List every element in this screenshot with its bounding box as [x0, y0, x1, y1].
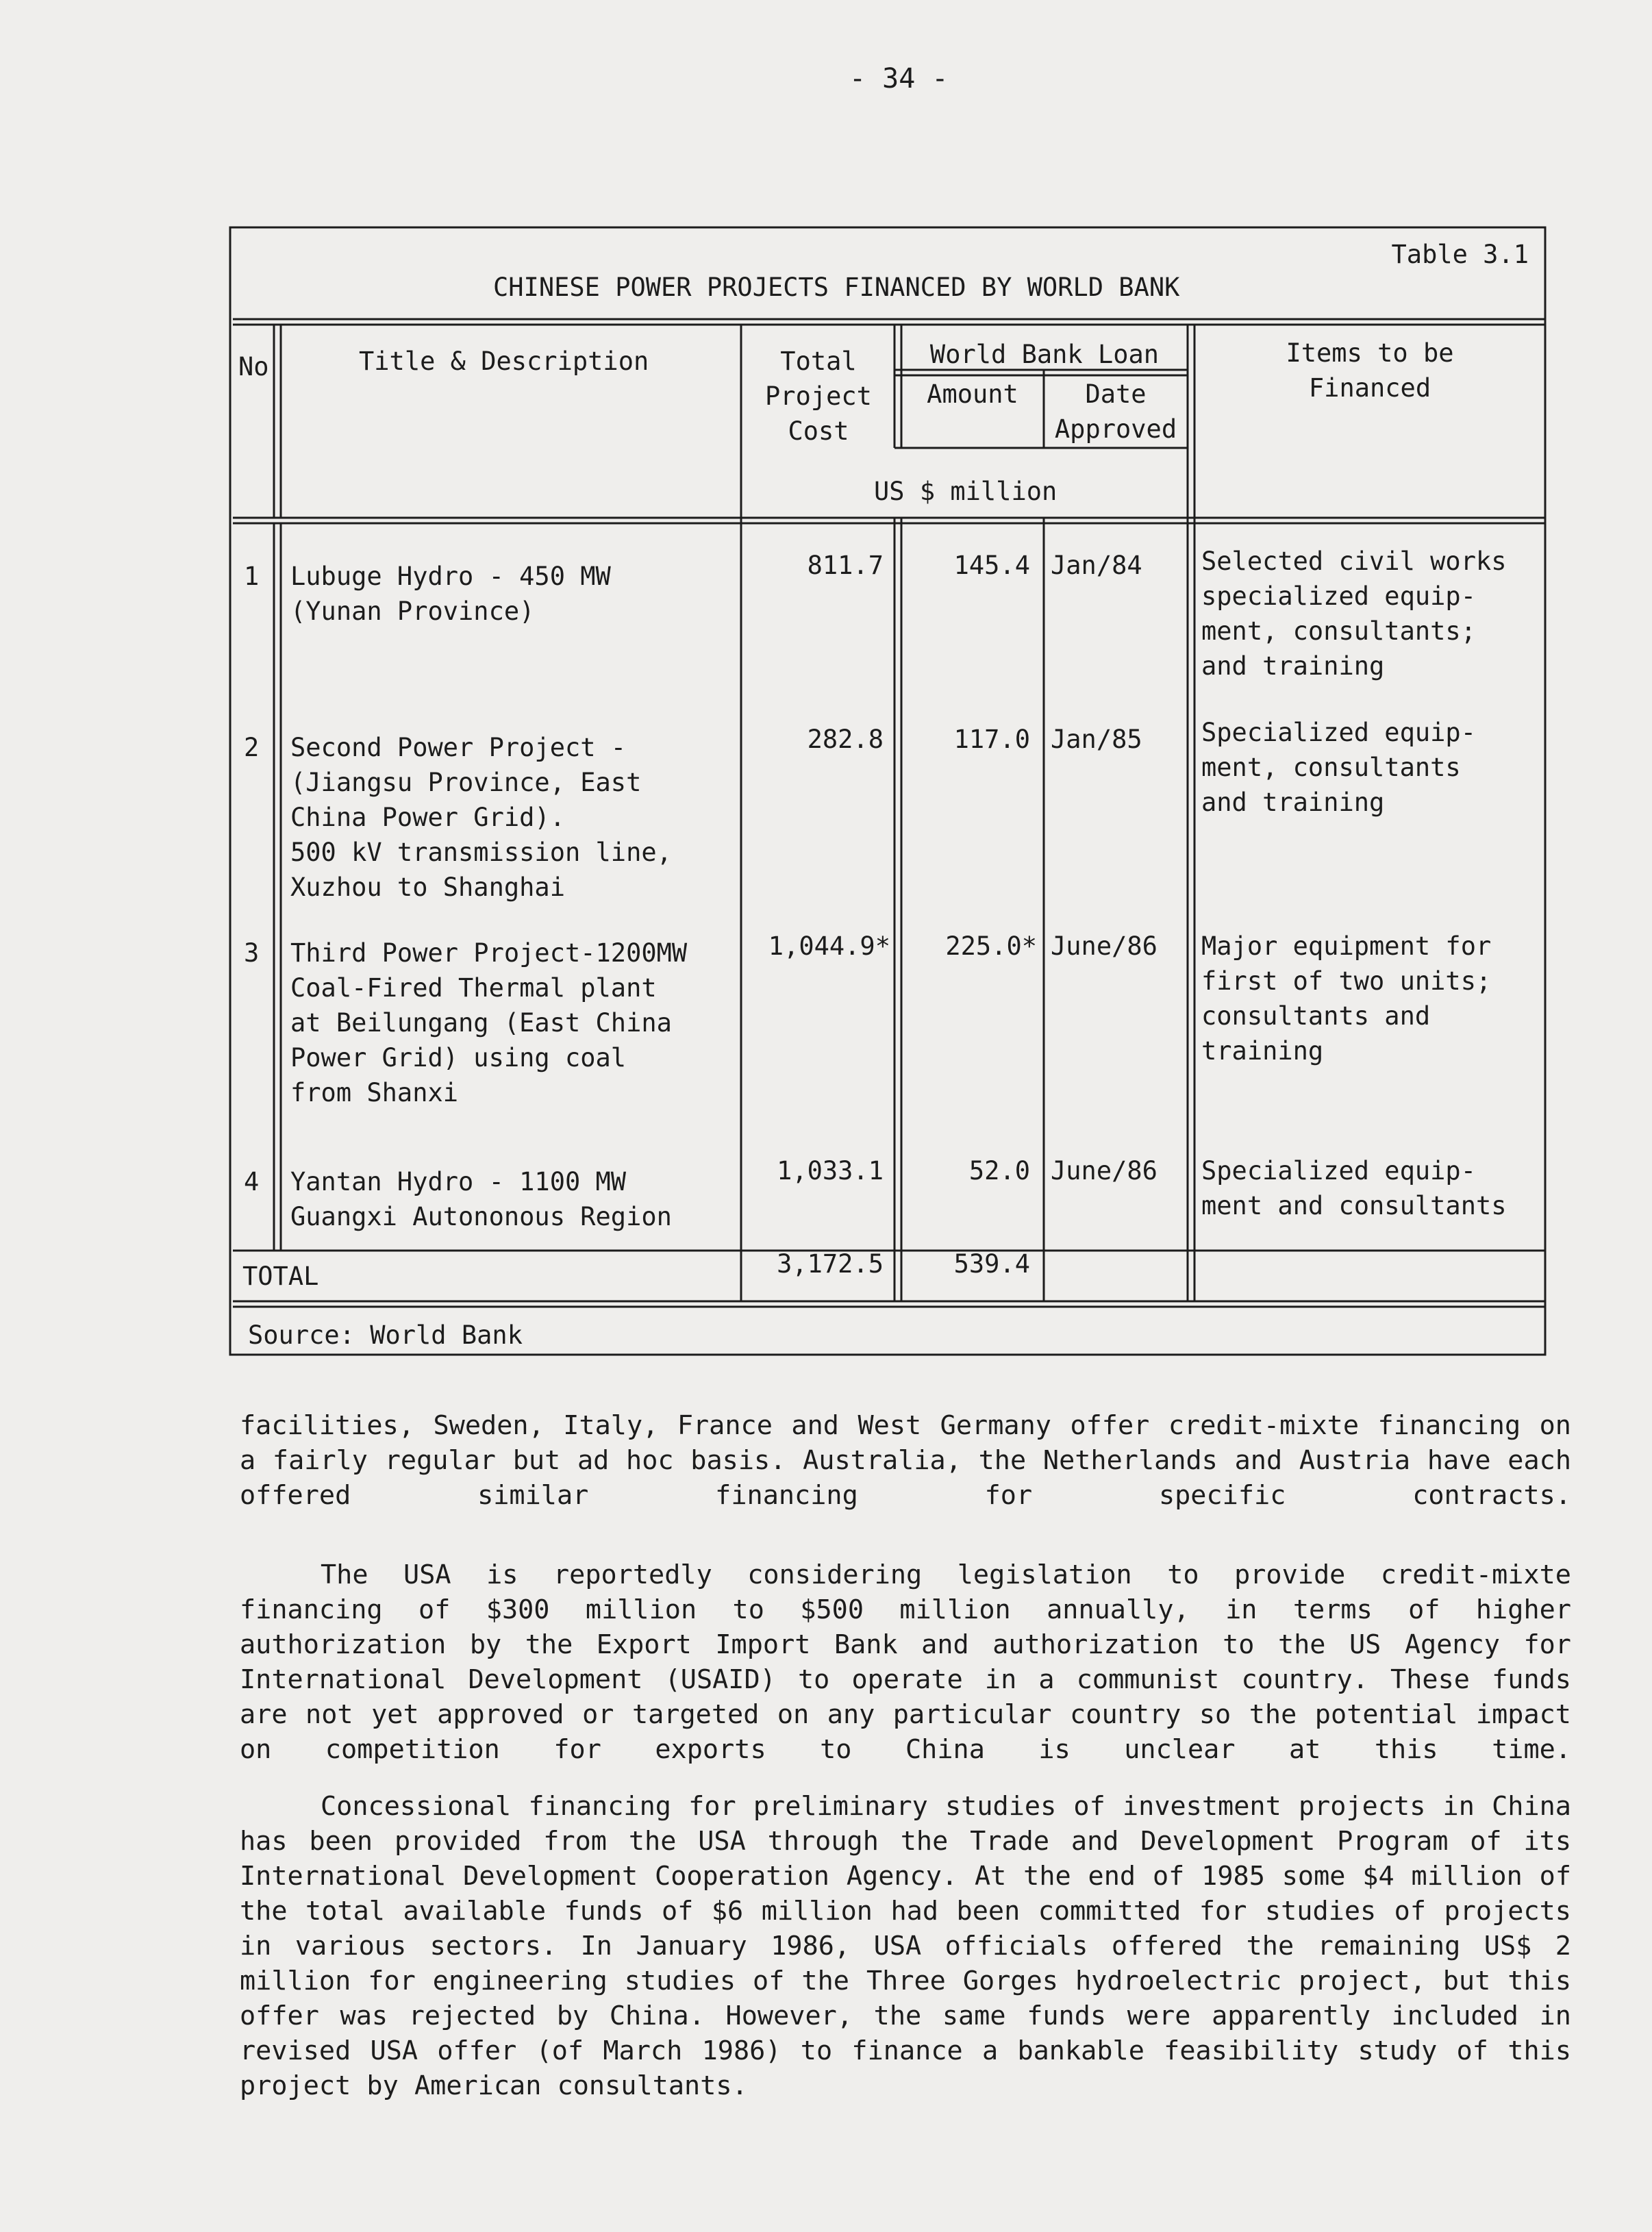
row-date: Jan/85	[1051, 725, 1142, 754]
row-amount: 117.0	[953, 725, 1030, 754]
row-date: June/86	[1051, 931, 1157, 961]
row-title: Lubuge Hydro - 450 MW (Yunan Province)	[290, 562, 611, 626]
col-header-date: Date Approved	[1054, 379, 1177, 444]
col-header-total-cost: Total Project Cost	[765, 347, 872, 446]
row-number: 2	[244, 733, 260, 762]
row-total-cost: 1,033.1	[777, 1156, 884, 1186]
power-projects-table	[229, 226, 1548, 1359]
col-header-wb-loan: World Bank Loan	[929, 340, 1160, 369]
col-header-amount: Amount	[927, 379, 1018, 409]
row-date: June/86	[1051, 1156, 1157, 1186]
row-total-cost: 811.7	[807, 551, 884, 580]
row-amount: 52.0	[968, 1156, 1030, 1186]
total-amount: 539.4	[953, 1249, 1030, 1279]
row-title: Third Power Project-1200MW Coal-Fired Thermal plant at Beilungang (East China Power Grid) using coal from Shanxi	[290, 938, 688, 1107]
page-number: - 34 -	[849, 63, 949, 95]
row-date: Jan/84	[1051, 551, 1142, 580]
table-source: Source: World Bank	[248, 1320, 523, 1350]
row-items: Specialized equip- ment, consultants and training	[1201, 718, 1476, 817]
table-label: Table 3.1	[1391, 240, 1529, 269]
body-paragraph: facilities, Sweden, Italy, France and West Germany offer credit-mixte financing on a fairly regular but ad hoc basis. Australia, the Netherlands and Austria have each offered similar financing for specific contracts.	[240, 1410, 1571, 1511]
total-label: TOTAL	[242, 1262, 319, 1291]
row-amount: 225.0*	[945, 931, 1037, 961]
row-number: 1	[244, 562, 260, 591]
row-total-cost: 282.8	[807, 725, 884, 754]
col-header-items: Items to be Financed	[1286, 338, 1454, 403]
body-paragraph: Concessional financing for preliminary studies of investment projects in China has been provided from the USA through the Trade and Development Program of its International Development Cooperation Agency. At the end of 1985 some $4 million of the total available funds of $6 million had been committed for studies of projects in various sectors. In January 1986, USA officials offered the remaining US$ 2 million for engineering studies of the Three Gorges hydroelectric project, but this offer was rejected by China. However, the same funds were apparently included in revised USA offer (of March 1986) to finance a bankable feasibility study of this project by American consultants.	[240, 1791, 1571, 2101]
row-items: Specialized equip- ment and consultants	[1201, 1156, 1507, 1220]
row-number: 4	[244, 1167, 260, 1196]
total-cost: 3,172.5	[777, 1249, 884, 1279]
units-label: US $ million	[874, 477, 1057, 506]
row-number: 3	[244, 938, 260, 968]
col-header-no: No	[238, 352, 269, 381]
row-title: Yantan Hydro - 1100 MW Guangxi Autononous Region	[290, 1167, 672, 1231]
row-amount: 145.4	[953, 551, 1030, 580]
row-title: Second Power Project - (Jiangsu Province, East China Power Grid). 500 kV transmission line, Xuzhou to Shanghai	[290, 733, 672, 902]
table-title: CHINESE POWER PROJECTS FINANCED BY WORLD BANK	[493, 273, 1180, 302]
row-total-cost: 1,044.9*	[768, 931, 890, 961]
row-items: Selected civil works specialized equip- ment, consultants; and training	[1201, 547, 1507, 681]
col-header-title: Title & Description	[359, 347, 649, 376]
row-items: Major equipment for first of two units; consultants and training	[1201, 931, 1492, 1066]
body-paragraph: The USA is reportedly considering legislation to provide credit-mixte financing of $300 million to $500 million annually, in terms of higher authorization by the Export Import Bank and authorization to the US Agency for International Development (USAID) to operate in a communist country. These funds are not yet approved or targeted on any particular country so the potential impact on competition for exports to China is unclear at this time.	[240, 1559, 1571, 1765]
